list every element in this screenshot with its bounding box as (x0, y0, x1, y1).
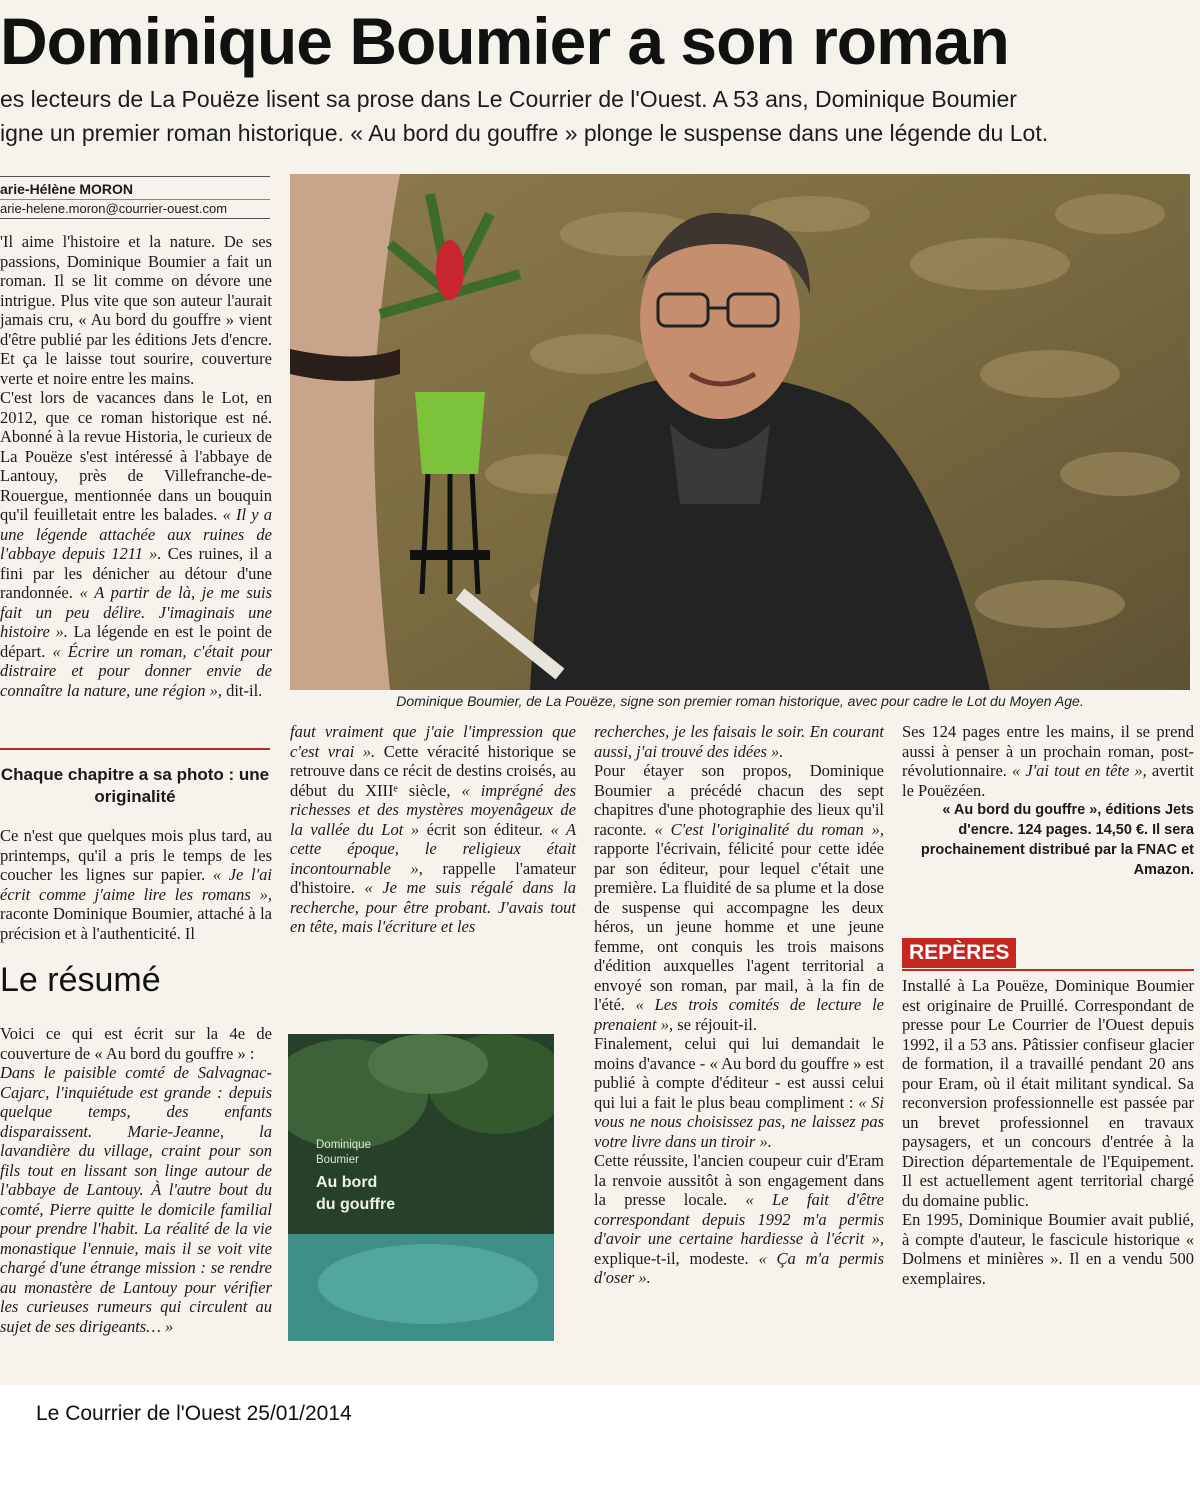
resume-intro: Voici ce qui est écrit sur la 4e de couverture de « Au bord du gouffre » : (0, 1024, 272, 1063)
reperes-paragraph: Installé à La Pouëze, Dominique Boumier est originaire de Pruillé. Correspondant de presse pour Le Courrier de l'Ouest depuis 1992, il a 53 ans. Pâtissier confiseur glacier de formation, il a travaillé pendant 20 ans pour Eram, où il était militant syndical. Sa reconversion professionnelle est passée par un brevet professionnel en travaux paysagers, et un concours d'entrée à la Direction départementale de l'Equipement. Il est actuellement agent territorial chargé du domaine public. (902, 976, 1194, 1210)
standfirst-line-1: es lecteurs de La Pouëze lisent sa prose dans Le Courrier de l'Ouest. A 53 ans, Dominique Boumier (0, 86, 1017, 112)
resume-heading: Le résumé (0, 961, 161, 999)
reperes-heading: REPÈRES (902, 938, 1016, 968)
author-name: arie-Hélène MORON (0, 181, 134, 197)
standfirst (0, 82, 1195, 150)
book-info: « Au bord du gouffre », éditions Jets d'encre. 124 pages. 14,50 €. Il sera prochainement distribué par la FNAC et Amazon. (920, 802, 1194, 878)
paragraph: recherches, je les faisais le soir. En courant aussi, j'ai trouvé des idées ». (594, 722, 884, 761)
paragraph: Ce n'est que quelques mois plus tard, au printemps, qu'il a pris le temps de les coucher les lignes sur papier. « Je l'ai écrit comme j'aime lire les romans », raconte Dominique Boumier, attaché à la précision et à l'authenticité. Il (0, 826, 272, 943)
paragraph: faut vraiment que j'aie l'impression que c'est vrai ». Cette véracité historique se retrouve dans ce récit de destins croisés, au début du XIIIᵉ siècle, « imprégné des richesses et des mystères moyenâgeux de la vallée du Lot » écrit son éditeur. « A cette époque, le religieux était incontournable », rappelle l'amateur d'histoire. « Je me suis régalé dans la recherche, pour être probant. J'avais tout en tête, mais l'écriture et les (290, 722, 577, 936)
resume-text (0, 1024, 272, 1336)
standfirst-line-2: igne un premier roman historique. « Au bord du gouffre » plonge le suspense dans une légende du Lot. (0, 120, 1049, 146)
article-column-1-continued (0, 826, 272, 943)
article-column-4 (902, 722, 1194, 880)
paragraph: Ses 124 pages entre les mains, il se prend aussi à penser à un prochain roman, post-révolutionnaire. « J'ai tout en tête », avertit le Pouëzéen. (902, 722, 1194, 800)
source-label: Le Courrier de l'Ouest 25/01/2014 (36, 1402, 352, 1425)
reperes-paragraph: En 1995, Dominique Boumier avait publié, à compte d'auteur, le fascicule historique « Dolmens et minières ». Il en a vendu 500 exemplaires. (902, 1210, 1194, 1288)
paragraph: C'est lors de vacances dans le Lot, en 2012, que ce roman historique est né. Abonné à la revue Historia, le curieux de La Pouëze s'est intéressé à l'abbaye de Lantouy, près de Villefranche-de-Rouergue, mentionnée dans un bouquin qu'il feuilletait entre les balades. « Il y a une légende attachée aux ruines de l'abbaye depuis 1211 ». Ces ruines, il a fini par les dénicher au détour d'une randonnée. « A partir de là, je me suis fait un peu délire. J'imaginais une histoire ». La légende en est le point de départ. « Écrire un roman, c'était pour distraire et pour donner envie de connaître la nature, une région », dit-il. (0, 388, 273, 700)
photo-caption: Dominique Boumier, de La Pouëze, signe son premier roman historique, avec pour cadre le Lot du Moyen Age. (396, 693, 1084, 709)
paragraph: Cette réussite, l'ancien coupeur cuir d'Eram la renvoie aussitôt à son engagement dans la presse locale. « Le fait d'être correspondant depuis 1992 m'a permis d'avoir une certaine hardiesse à l'écrit », explique-t-il, modeste. « Ça m'a permis d'oser ». (594, 1151, 885, 1287)
book-title: Au bord du gouffre (316, 1174, 396, 1213)
reperes-box (902, 976, 1194, 1288)
photo-dominique-boumier (290, 174, 1190, 690)
paragraph: 'Il aime l'histoire et la nature. De ses passions, Dominique Boumier a fait un roman. Il se lit comme on dévore une intrigue. Plus vite que son auteur l'aurait jamais cru, « Au bord du gouffre » vient d'être publié par les éditions Jets d'encre. Et ça le laisse tout sourire, couverture verte et noire entre les mains. (0, 232, 272, 388)
byline (0, 176, 270, 219)
portrait-photo (290, 174, 1190, 690)
paragraph: Pour étayer son propos, Dominique Boumier a précédé chacun des sept chapitres d'une photographie des lieux qu'il raconte. « C'est l'originalité du roman », rapporte l'écrivain, félicité pour cette idée par son éditeur, pour lequel c'était une première. La fluidité de sa plume et la dose de suspense qui accompagne les deux héros, un jeune homme et une jeune femme, ont conquis les trois maisons d'édition auxquelles l'agent territorial a envoyé son roman, par mail, à la fin de l'été. « Les trois comités de lecture le prenaient », se réjouit-il. (594, 761, 885, 1034)
paragraph: Finalement, celui qui lui demandait le moins d'avance - « Au bord du gouffre » est publié à compte d'éditeur - est aussi celui qui lui a fait le plus beau compliment : « Si vous ne nous choisissez pas, ne laissez pas votre livre dans un tiroir ». (594, 1034, 884, 1151)
subheading-chapitre: Chaque chapitre a sa photo : une originalité (0, 748, 270, 808)
reperes-rule (902, 969, 1194, 971)
article-column-2 (290, 722, 576, 937)
headline: Dominique Boumier a son roman (0, 4, 1009, 78)
book-cover (288, 1034, 554, 1341)
article-column-3 (594, 722, 884, 1288)
article-column-1 (0, 232, 272, 700)
book-author: Dominique Boumier (316, 1139, 371, 1166)
author-email: arie-helene.moron@courrier-ouest.com (0, 199, 270, 219)
resume-body: Dans le paisible comté de Salvagnac-Cajarc, l'inquiétude est grande : depuis quelque temps, des enfants disparaissent. Marie-Jeanne, la lavandière du village, craint pour son fils tout en lissant son linge autour de l'abbaye de Lantouy. À l'autre bout du comté, Pierre quitte le domicile familial pour prendre l'habit. La réalité de la vie monastique l'ennuie, mais il se voit vite chargé d'une étrange mission : se rendre au monastère de Lantouy pour vérifier les curieuses rumeurs qui circulent au sujet de ses dirigeants… » (0, 1063, 272, 1336)
